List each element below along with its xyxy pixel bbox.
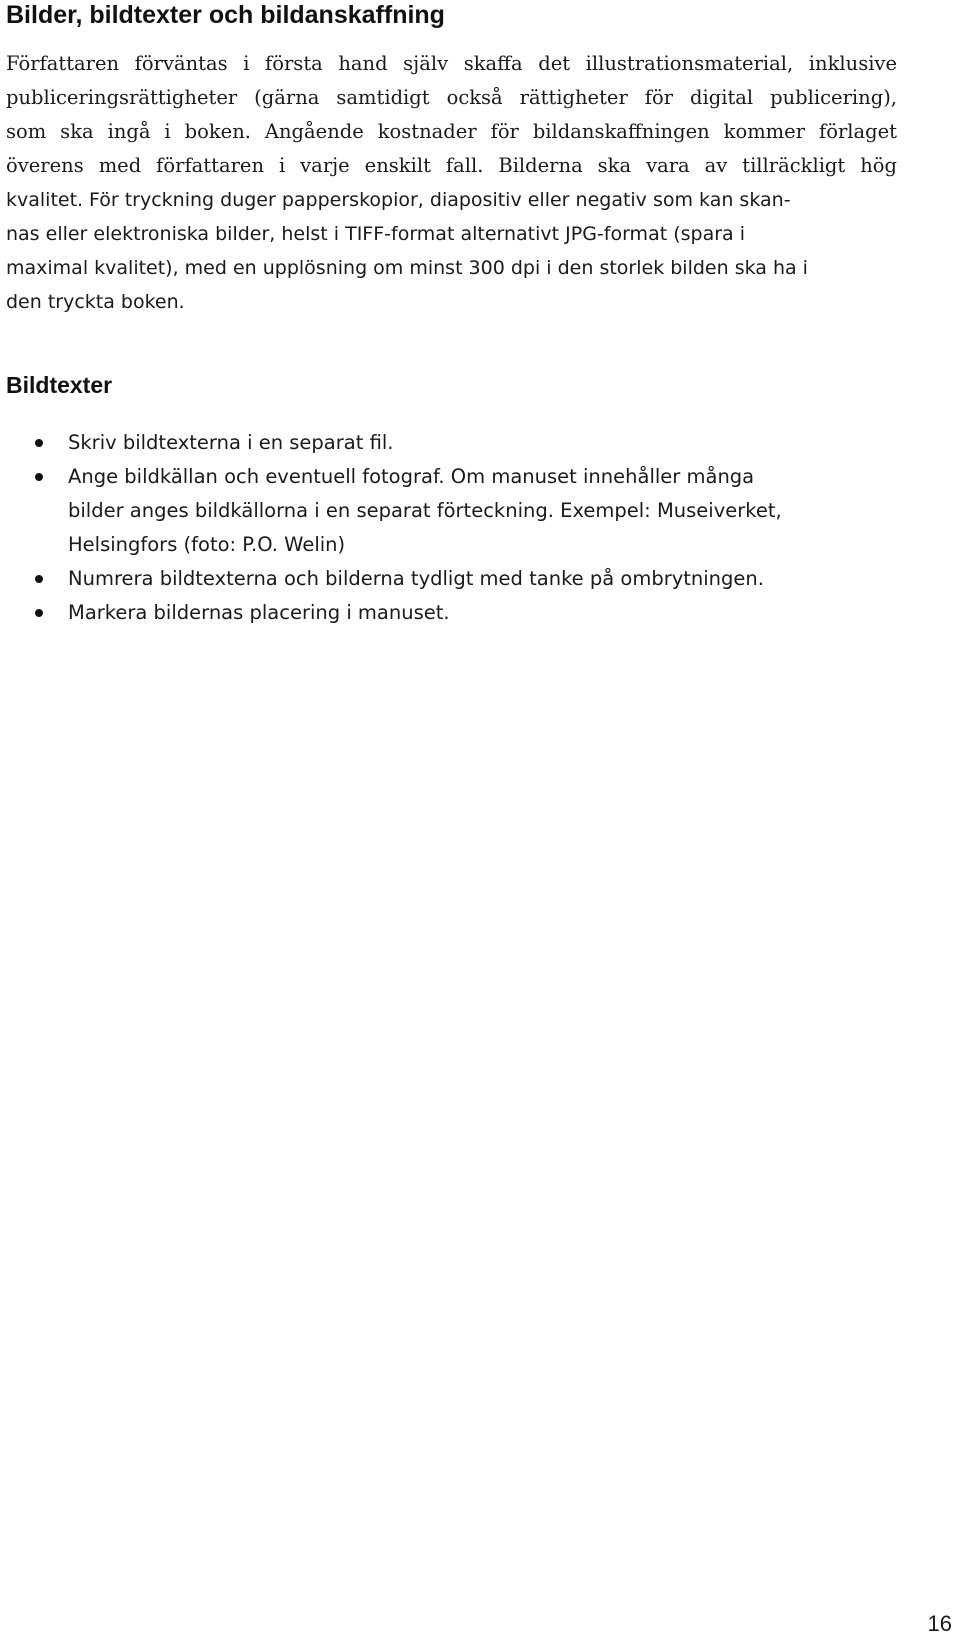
bullet-item: Skriv bildtexterna i en separat fil. xyxy=(68,431,394,454)
paragraph-line: överens med författaren i varje enskilt fall. Bilderna ska vara av tillräckligt hög xyxy=(6,154,897,177)
bullet-dot-icon xyxy=(35,575,43,583)
bullet-item-continuation: Helsingfors (foto: P.O. Welin) xyxy=(68,533,346,556)
subsection-heading: Bildtexter xyxy=(6,372,113,398)
bullet-item: Numrera bildtexterna och bilderna tydligt med tanke på ombrytningen. xyxy=(68,567,764,590)
paragraph-line: som ska ingå i boken. Angående kostnader för bildanskaffningen kommer förlaget xyxy=(6,120,897,143)
paragraph-line: För tryckning duger papperskopior, diapositiv eller negativ som kan skan- xyxy=(89,189,791,211)
bullet-dot-icon xyxy=(35,473,43,481)
page-number: 16 xyxy=(927,1611,952,1636)
bullet-dot-icon xyxy=(35,439,43,447)
paragraph-line: publiceringsrättigheter (gärna samtidigt också rättigheter för digital publicering), xyxy=(6,86,897,109)
bullet-item-continuation: bilder anges bildkällorna i en separat förteckning. Exempel: Museiverket, xyxy=(68,499,782,522)
paragraph-line: maximal kvalitet), med en upplösning om minst 300 dpi i den storlek bilden ska ha i xyxy=(6,257,808,279)
bullet-item: Ange bildkällan och eventuell fotograf. Om manuset innehåller många xyxy=(68,465,755,488)
paragraph-line: kvalitet. xyxy=(6,189,84,211)
paragraph-line: den tryckta boken. xyxy=(6,291,185,313)
bullet-item: Markera bildernas placering i manuset. xyxy=(68,601,450,624)
bullet-dot-icon xyxy=(35,609,43,617)
paragraph-line: Författaren förväntas i första hand själv skaffa det illustrationsmaterial, inklusive xyxy=(6,52,897,75)
section-heading: Bilder, bildtexter och bildanskaffning xyxy=(6,1,445,29)
paragraph-line: nas eller elektroniska bilder, helst i TIFF-format alternativt JPG-format (spara i xyxy=(6,223,745,245)
